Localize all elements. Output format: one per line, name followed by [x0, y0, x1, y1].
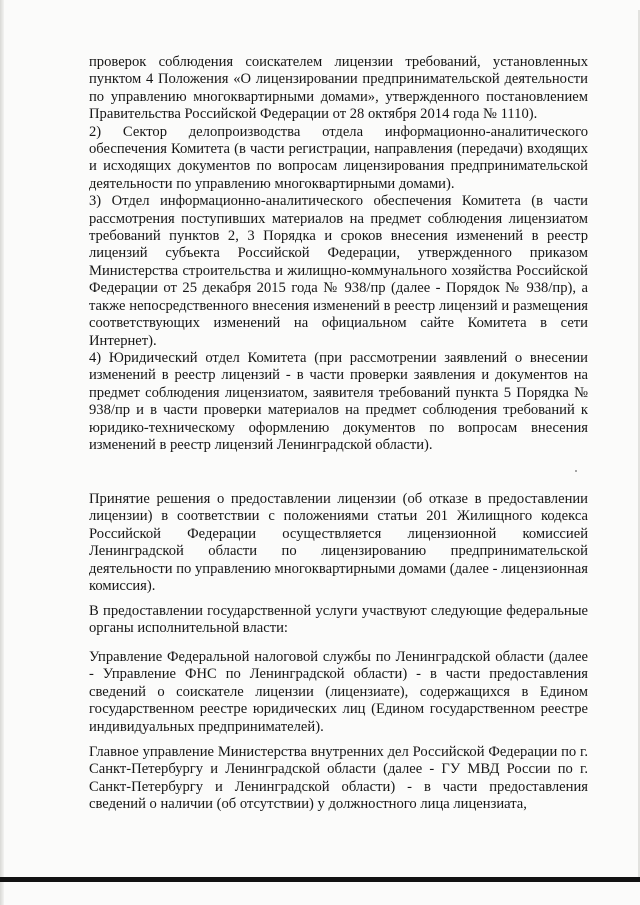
list-item-2: 2) Сектор делопроизводства отдела информационно-аналитического обеспечения Комитета (в части регистрации, направления (передачи) входящих и исходящих документов по вопросам лицензирования предпринимательской деятельности по управлению многоквартирными домами). [89, 123, 588, 192]
scan-border-bar [0, 877, 640, 882]
list-item-continuation: проверок соблюдения соискателем лицензии требований, установленных пунктом 4 Положения «О лицензировании предпринимательской деятельности по управлению многоквартирными домами», утвержденного постановлением Правительства Российской Федерации от 28 октября 2014 года № 1110). [89, 54, 588, 123]
mvd-text: Главное управление Министерства внутренних дел Российской Федерации по г. Санкт-Петербургу и Ленинградской области (далее - ГУ МВД России по г. Санкт-Петербургу и Ленинградской области) - в части предоставления сведений о наличии (об отсутствии) у должностного лица лицензиата, [89, 744, 588, 813]
participants-list [89, 54, 588, 454]
mvd-paragraph [89, 744, 588, 814]
federal-bodies-intro-text: В предоставлении государственной услуги участвуют следующие федеральные органы исполнительной власти: [89, 603, 588, 637]
decision-paragraph [89, 491, 588, 595]
federal-bodies-intro [89, 603, 588, 638]
decision-text: Принятие решения о предоставлении лицензии (об отказе в предоставлении лицензии) в соответствии с положениями статьи 201 Жилищного кодекса Российской Федерации осуществляется лицензионной комиссией Ленинградской области по лицензированию предпринимательской деятельности по управлению многоквартирными домами (далее - лицензионная комиссия). [89, 491, 588, 595]
fns-paragraph [89, 649, 588, 736]
list-item-4: 4) Юридический отдел Комитета (при рассмотрении заявлений о внесении изменений в реестр лицензий - в части проверки заявления и документов на предмет соблюдения лицензиатом, заявителя требований пункта 5 Порядка № 938/пр и в части проверки материалов на предмет соблюдения требований к юридико-техническому оформлению документов по вопросам внесения изменений в реестр лицензий Ленинградской области). [89, 349, 588, 453]
scan-speck [575, 470, 577, 472]
list-item-3: 3) Отдел информационно-аналитического обеспечения Комитета (в части рассмотрения поступивших материалов на предмет соблюдения лицензиатом требований пунктов 2, 3 Порядка и сроков внесения изменений в реестр лицензий субъекта Российской Федерации, утвержденного приказом Министерства строительства и жилищно-коммунального хозяйства Российской Федерации от 25 декабря 2015 года № 938/пр (далее - Порядок № 938/пр), а также непосредственного внесения изменений в реестр лицензий и размещения соответствующих изменений на официальном сайте Комитета в сети Интернет). [89, 193, 588, 349]
page-edge-shadow [0, 0, 4, 905]
fns-text: Управление Федеральной налоговой службы по Ленинградской области (далее - Управление ФНС по Ленинградской области) - в части предоставления сведений о соискателе лицензии (лицензиате), содержащихся в Едином государственном реестре юридических лиц (Едином государственном реестре индивидуальных предпринимателей). [89, 649, 588, 735]
